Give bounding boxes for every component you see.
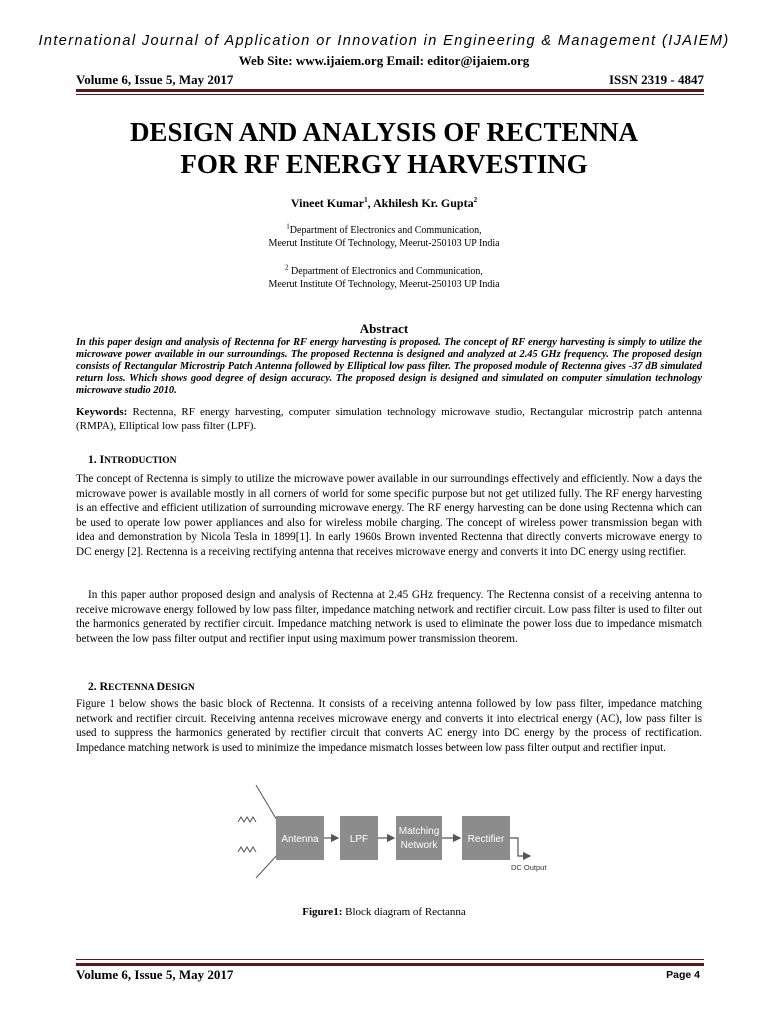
section-1-paragraph-1: The concept of Rectenna is simply to utilize the microwave power available in our surroundings effectively and efficiently. Now a days the microwave power is available mostly in all corners of world for some specific purpose but not get utilized fully. The RF energy harvesting is an effective and efficient utilization of surrounding microwave energy. The RF energy harvesting can be done using Rectenna which can be used to operate low power appliances and also for wireless mobile charging. The concept of wireless power transmission began with idea and demonstration by Nicola Tesla in 1899[1]. In early 1960s Brown invented Rectenna that directly converts microwave energy to DC energy [2]. Rectenna is a receiving rectifying antenna that receives microwave energy and converts it into DC energy using rectifier. xyxy=(76,473,702,558)
wave-symbol-bottom xyxy=(238,847,256,852)
title-line-1: DESIGN AND ANALYSIS OF RECTENNA xyxy=(129,117,639,147)
rectifier-label: Rectifier xyxy=(467,834,505,845)
header-issn: ISSN 2319 - 4847 xyxy=(609,72,704,87)
affiliation-1-institute: Meerut Institute Of Technology, Meerut-250103 UP India xyxy=(268,238,500,249)
footer-volume: Volume 6, Issue 5, May 2017 xyxy=(76,967,234,982)
footer-rule-thin xyxy=(76,959,704,960)
affiliation-1-sup: 1 xyxy=(286,222,290,231)
output-arrow xyxy=(510,838,530,856)
abstract-heading: Abstract xyxy=(359,321,409,336)
wave-line-2 xyxy=(256,854,278,878)
author-1: Vineet Kumar xyxy=(290,196,365,210)
affiliation-1-dept: Department of Electronics and Communication, xyxy=(289,225,482,236)
keywords xyxy=(76,406,702,433)
matching-network-block xyxy=(396,816,442,860)
author-separator: , xyxy=(367,196,373,210)
wave-line-1 xyxy=(256,785,278,822)
affiliation-1 xyxy=(0,224,768,250)
keywords-text: Rectenna, RF energy harvesting, computer simulation technology microwave studio, Rectangular microstrip patch antenna (RMPA), Elliptical low pass filter (LPF). xyxy=(76,406,702,432)
abstract-body: In this paper design and analysis of Rectenna for RF energy harvesting is proposed. The concept of RF energy harvesting is simply to utilize the microwave power available in our surroundings. The proposed Rectenna is designed and analyzed at 2.45 GHz frequency. The proposed design consists of Rectangular Microstrip Patch Antenna followed by Elliptical low pass filter. The proposed module of Rectenna gives -37 dB simulated return loss. Which shows good degree of design accuracy. The proposed design is designed and simulated on computer simulation technology microwave studio 2010. xyxy=(76,337,702,397)
figure-caption-text: Block diagram of Rectanna xyxy=(342,906,466,918)
author-2-sup: 2 xyxy=(473,196,478,204)
journal-name: International Journal of Application or Innovation in Engineering & Management (IJAIEM) xyxy=(38,33,730,49)
author-line xyxy=(0,196,768,211)
journal-website: Web Site: www.ijaiem.org Email: editor@ijaiem.org xyxy=(238,53,530,68)
keywords-label: Keywords: xyxy=(76,406,128,418)
network-label: Network xyxy=(400,840,438,851)
footer-rule-thick xyxy=(76,963,704,966)
dc-output-label: DC Output xyxy=(511,863,547,872)
section-2-heading: 2. RECTENNA DESIGN xyxy=(88,679,195,693)
antenna-label: Antenna xyxy=(281,834,319,845)
section-1-heading: 1. INTRODUCTION xyxy=(88,452,177,466)
affiliation-2 xyxy=(0,265,768,291)
rectenna-block-diagram xyxy=(228,780,548,900)
header-rule-thin xyxy=(76,94,704,95)
section-1-paragraph-2: In this paper author proposed design and analysis of Rectenna at 2.45 GHz frequency. The Rectenna consist of a receiving antenna to receive microwave energy followed by low pass filter, impedance matching network and rectifier circuit. Low pass filter is used to filter out the harmonics generated by rectifier circuit. Impedance matching network is used to eliminate the power loss due to impedance mismatch between the low pass filter output and rectifier input using maximum power transmission theorem. xyxy=(76,589,702,645)
affiliation-2-institute: Meerut Institute Of Technology, Meerut-250103 UP India xyxy=(268,279,500,290)
header-volume: Volume 6, Issue 5, May 2017 xyxy=(76,72,234,87)
wave-symbol-top xyxy=(238,817,256,822)
section-2-paragraph-1: Figure 1 below shows the basic block of Rectenna. It consists of a receiving antenna followed by low pass filter, impedance matching network and rectifier circuit. Receiving antenna receives microwave energy and converts it into electrical energy (AC), low pass filter is used to suppress the harmonics generated by rectifier circuit that converts AC energy into DC energy by the process of rectification. Impedance matching network is used to minimize the impedance mismatch losses between low pass filter output and rectifier input. xyxy=(76,698,702,754)
affiliation-2-dept: Department of Electronics and Communication, xyxy=(288,266,483,277)
header-rule-thick xyxy=(76,89,704,92)
paper-title xyxy=(0,116,768,180)
author-1-sup: 1 xyxy=(364,196,368,204)
footer-page-number: Page 4 xyxy=(666,969,700,981)
block-diagram-svg xyxy=(228,780,548,895)
title-line-2: FOR RF ENERGY HARVESTING xyxy=(180,149,588,179)
author-2: Akhilesh Kr. Gupta xyxy=(372,196,474,210)
figure-caption-label: Figure1: xyxy=(302,906,343,918)
matching-label: Matching xyxy=(398,826,440,837)
affiliation-2-sup: 2 xyxy=(285,263,289,272)
figure-caption xyxy=(0,906,768,918)
lpf-label: LPF xyxy=(349,834,369,845)
